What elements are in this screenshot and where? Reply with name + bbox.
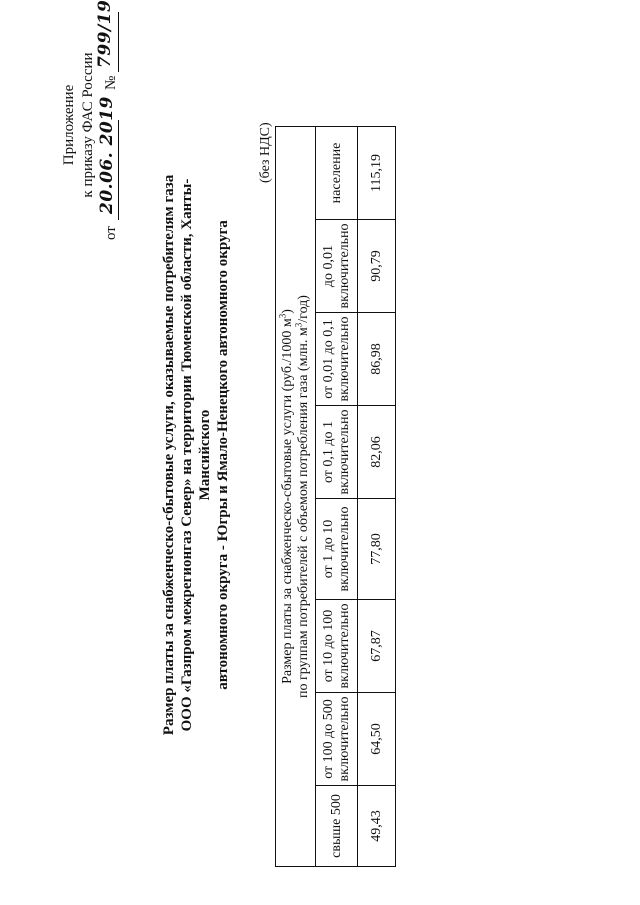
table-value-row	[358, 127, 396, 867]
group-cell: от 1 до 10 включительно	[316, 499, 358, 600]
title-line-2: ООО «Газпром межрегионгаз Север» на территории Тюменской области, Ханты-Мансийского	[179, 178, 213, 732]
table-header-sub: по группам потребителей с объемом потребления газа (млн. $м^3/год$)	[292, 295, 311, 698]
group-cell: от 10 до 100 включительно	[316, 600, 358, 693]
value-cell: 90,79	[358, 220, 396, 313]
group-cell: от 100 до 500 включительно	[316, 693, 358, 786]
group-cell: население	[316, 127, 358, 220]
title-line-1: Размер платы за снабженческо-сбытовые услуги, оказываемые потребителям газа	[161, 174, 177, 736]
title-line-3: автономного округа - Югры и Ямало-Ненецкого автономного округа	[215, 220, 231, 690]
appendix-date-number-line	[95, 0, 122, 240]
group-cell: от 0,01 до 0,1 включительно	[316, 313, 358, 406]
table-group-row	[316, 127, 358, 867]
value-cell: 64,50	[358, 693, 396, 786]
appendix-title: Приложение	[61, 84, 77, 166]
appendix-block	[60, 0, 122, 240]
date-label: от	[103, 226, 119, 240]
handwritten-date: 20.06. 2019	[97, 96, 117, 214]
appendix-order-ref: к приказу ФАС России	[80, 52, 96, 198]
vat-note: (без НДС)	[258, 122, 273, 183]
tariff-table	[275, 126, 396, 867]
value-cell: 49,43	[358, 786, 396, 867]
group-cell: от 0,1 до 1 включительно	[316, 406, 358, 499]
value-cell: 67,87	[358, 600, 396, 693]
number-label: №	[103, 75, 119, 90]
group-cell: до 0,01 включительно	[316, 220, 358, 313]
value-cell: 77,80	[358, 499, 396, 600]
table-header-row	[276, 127, 316, 867]
value-cell: 82,06	[358, 406, 396, 499]
number-underline	[118, 12, 119, 72]
handwritten-number: 799/19	[95, 0, 115, 68]
group-cell: свыше 500	[316, 786, 358, 867]
value-cell: 86,98	[358, 313, 396, 406]
date-underline	[118, 120, 119, 220]
value-cell: 115,19	[358, 127, 396, 220]
table-header-main: Размер платы за снабженческо-сбытовые услуги (руб./1000 $м^3$)	[276, 309, 295, 684]
document-title	[160, 145, 232, 765]
table-header-cell	[276, 127, 316, 867]
